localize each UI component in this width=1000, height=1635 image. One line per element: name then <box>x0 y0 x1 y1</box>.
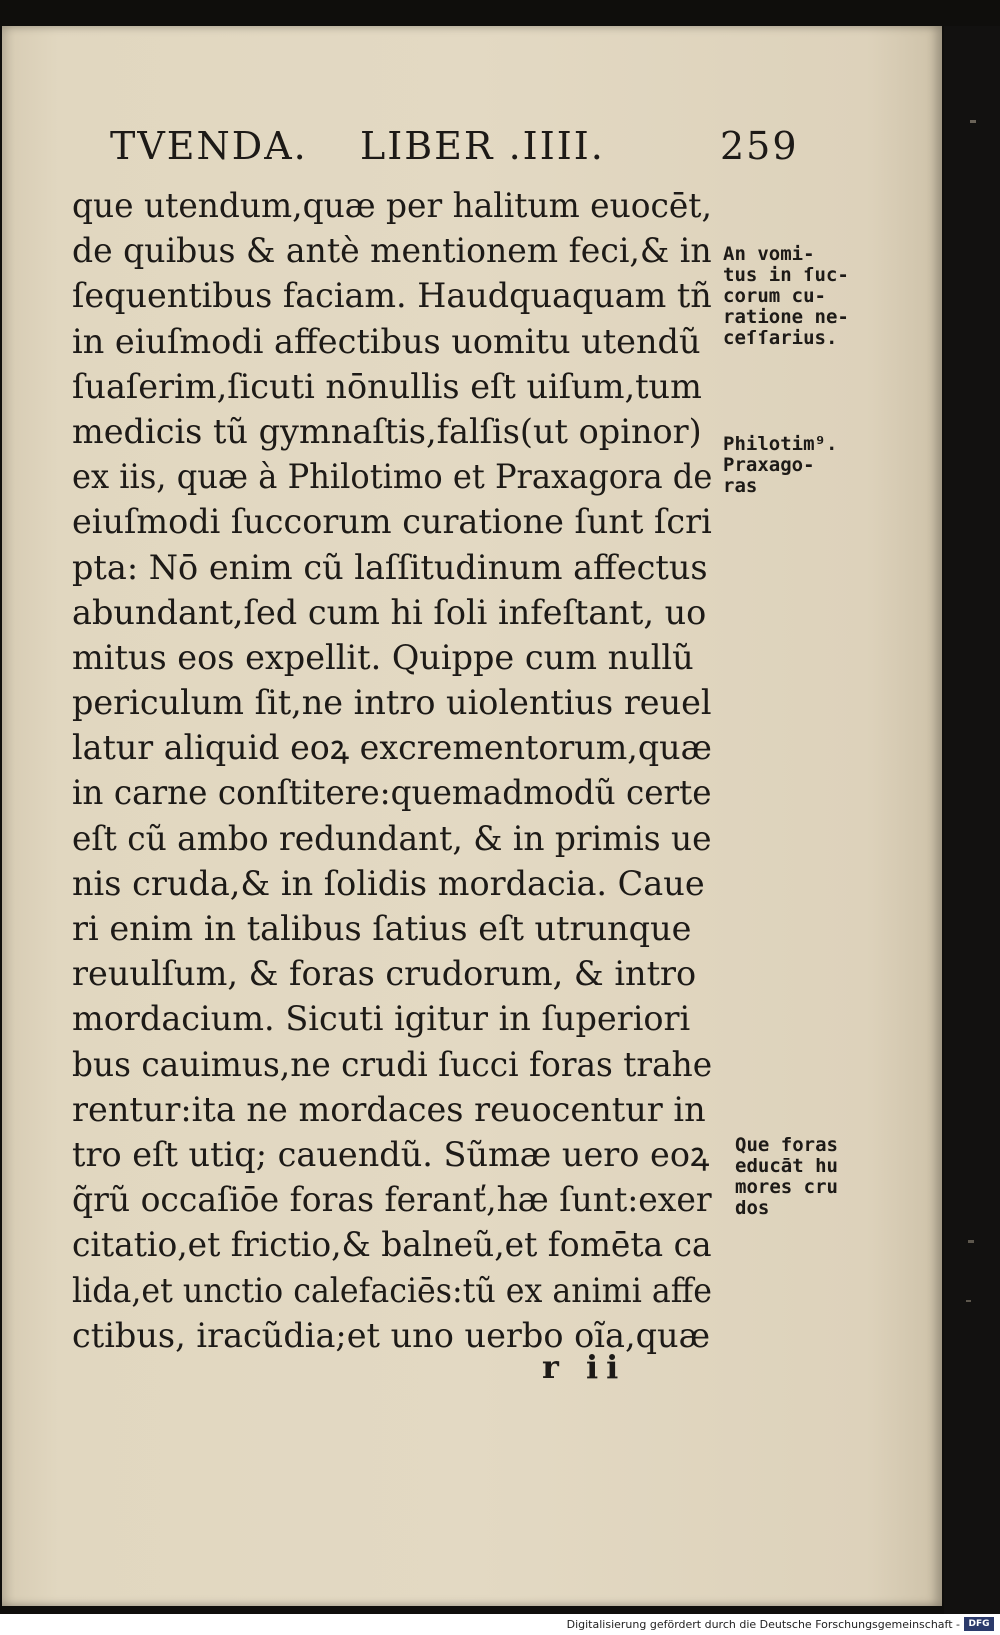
text-line: lida,et unctio calefaciēs:tũ ex animi affe <box>72 1270 712 1311</box>
running-head-book: LIBER .IIII. <box>360 124 605 168</box>
text-line: rentur:ita ne mordaces reuocentur in <box>72 1089 706 1130</box>
marginal-line: tus in ſuc- <box>723 264 849 286</box>
text-line: abundant,ſed cum hi ſoli infeſtant, uo <box>72 592 707 633</box>
marginal-line: educāt hu <box>735 1155 838 1177</box>
text-line: in carne conſtitere:quemadmodũ certe <box>72 773 712 814</box>
text-line: q̃rũ occaſiōe foras feranť,hæ ſunt:exer <box>72 1180 712 1221</box>
marginal-line: corum cu- <box>723 285 826 307</box>
marginal-line: Philotim⁹. <box>723 433 838 455</box>
marginal-note-humores <box>735 1135 838 1219</box>
text-line: mitus eos expellit. Quippe cum nullũ <box>72 637 694 678</box>
marginal-line: ceſſarius. <box>723 327 838 349</box>
text-line: tro eſt utiq; cauendũ. Sũmæ uero eoꝝ <box>72 1134 710 1175</box>
text-line: nis cruda,& in ſolidis mordacia. Caue <box>72 863 705 904</box>
text-line: in eiuſmodi affectibus uomitu utendũ <box>72 321 701 362</box>
marginal-line: ras <box>723 475 758 497</box>
marginal-line: mores cru <box>735 1176 838 1198</box>
marginal-note-philotimus <box>723 434 837 497</box>
text-line: periculum ſit,ne intro uiolentius reuel <box>72 683 712 724</box>
text-line: ſuaſerim,ſicuti nōnullis eſt uiſum,tum <box>72 366 702 407</box>
page-number: 259 <box>720 124 799 168</box>
dfg-logo: DFG <box>964 1617 994 1631</box>
text-line: ſequentibus faciam. Haudquaquam tñ <box>72 276 712 317</box>
marginal-line: dos <box>735 1197 770 1219</box>
marginal-note-vomitus <box>723 244 849 349</box>
signature-mark: r ii <box>542 1348 627 1386</box>
text-line: eiuſmodi ſuccorum curatione ſunt ſcri <box>72 502 712 543</box>
text-line: medicis tũ gymnaſtis,falſis(ut opinor) <box>72 411 702 452</box>
text-line: bus cauimus,ne crudi ſucci foras trahe <box>72 1044 713 1085</box>
text-line: de quibus & antè mentionem feci,& in <box>72 231 712 272</box>
text-line: ex iis, quæ à Philotimo et Praxagora de <box>72 457 713 498</box>
text-line: citatio,et frictio,& balneũ,et fomēta ca <box>72 1225 712 1266</box>
body-text <box>72 184 722 1359</box>
text-line: latur aliquid eoꝝ excrementorum,quæ <box>72 728 712 769</box>
text-line: mordacium. Sicuti igitur in ſuperiori <box>72 999 691 1040</box>
running-head <box>110 124 799 176</box>
text-line: eſt cũ ambo redundant, & in primis ue <box>72 818 712 859</box>
text-line: ri enim in talibus ſatius eſt utrunque <box>72 909 692 949</box>
text-line: reuulſum, & foras crudorum, & intro <box>72 954 697 995</box>
marginal-line: ratione ne- <box>723 306 849 328</box>
footer-credit: Digitalisierung gefördert durch die Deutsche Forschungsgemeinschaft - <box>566 1618 960 1631</box>
book-page <box>2 26 942 1606</box>
digitization-footer <box>0 1614 1000 1635</box>
running-head-title: TVENDA. <box>110 124 308 168</box>
text-line: pta: Nō enim cũ laſſitudinum affectus <box>72 547 708 588</box>
text-line: ctibus, iracũdia;et uno uerbo oĩa,quæ <box>72 1315 711 1356</box>
marginal-line: An vomi- <box>723 243 815 265</box>
text-line: que utendum,quæ per halitum euocēt, <box>72 186 712 226</box>
marginal-line: Que foras <box>735 1134 838 1156</box>
marginal-line: Praxago- <box>723 454 815 476</box>
